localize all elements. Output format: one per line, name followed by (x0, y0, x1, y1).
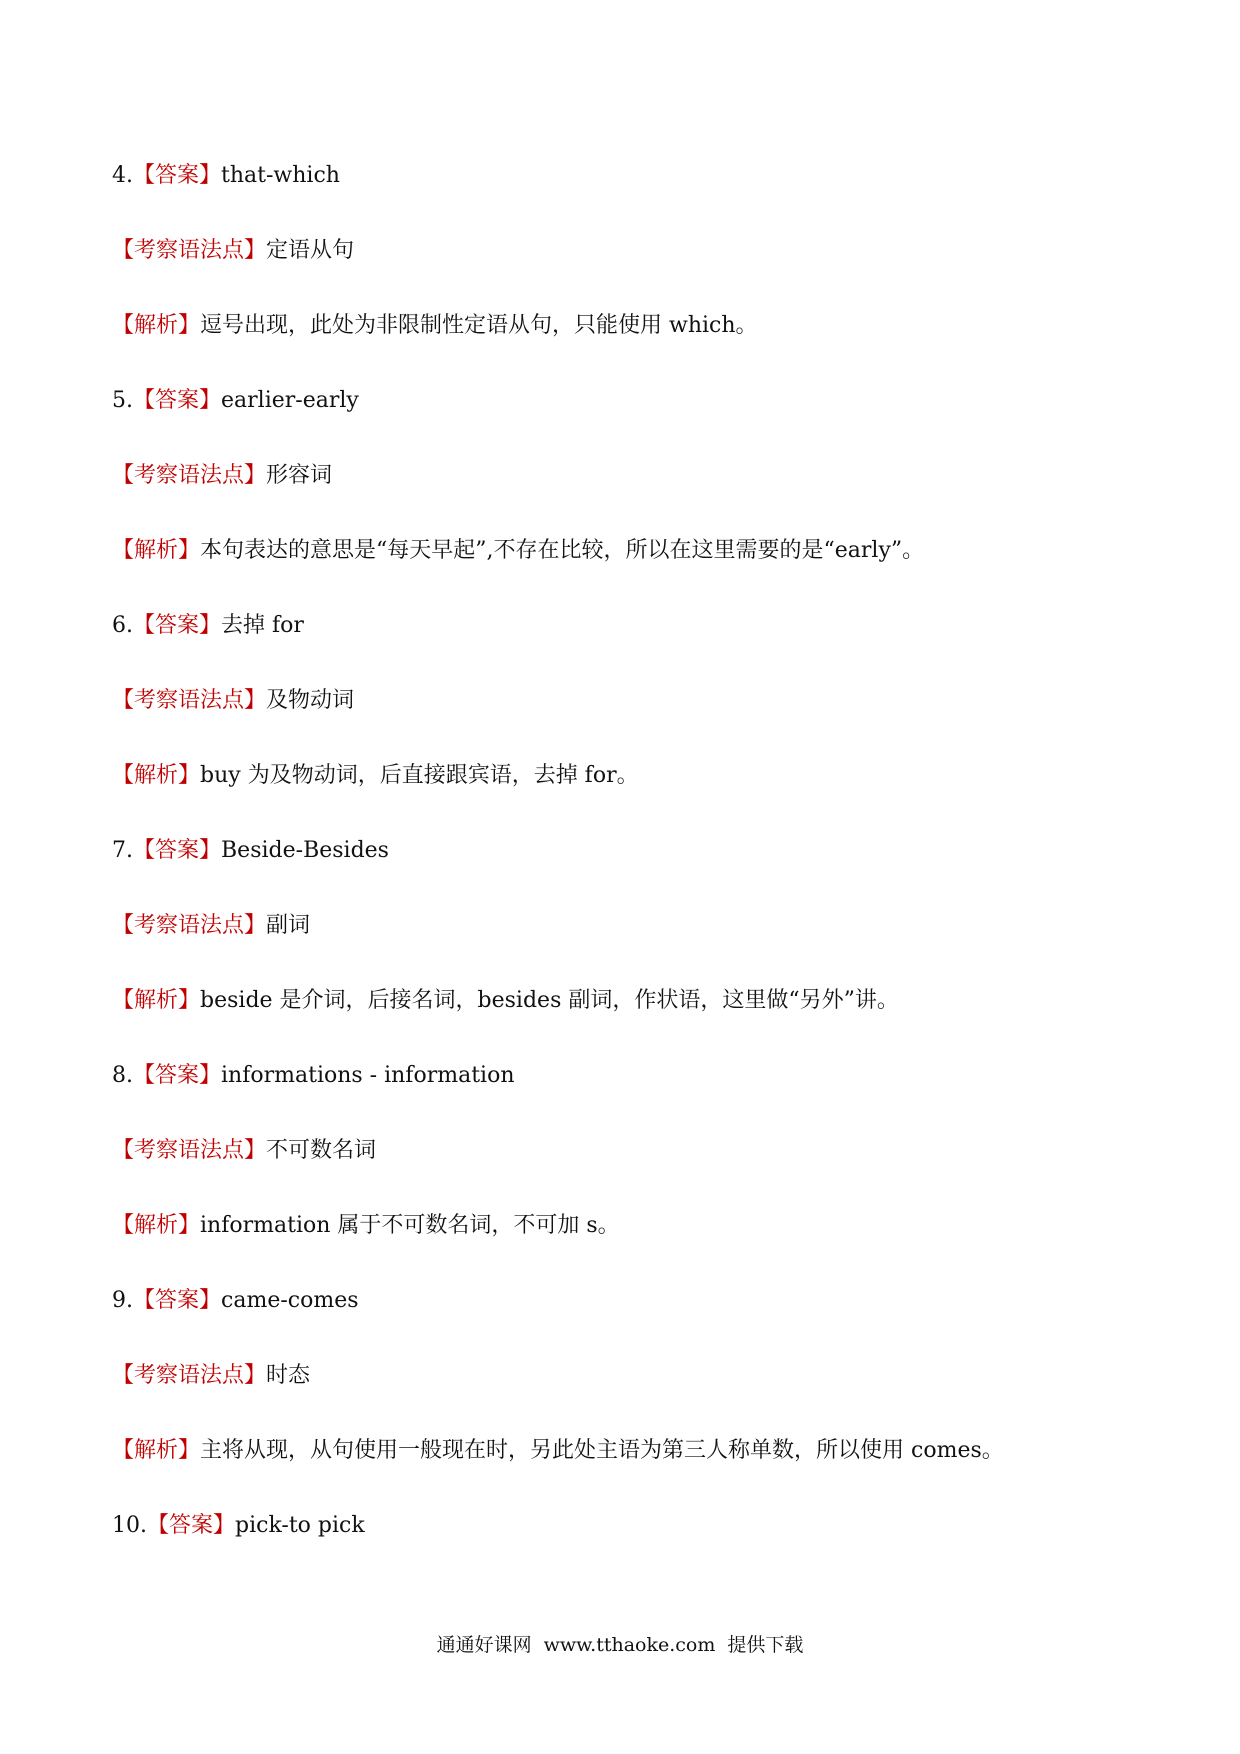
grammar-value: 定语从句 (266, 238, 355, 263)
analysis-line-7 (112, 986, 899, 1016)
page-footer (0, 1632, 1240, 1658)
grammar-label: 【考察语法点】 (112, 688, 267, 713)
analysis-value: beside 是介词，后接名词，besides 副词，作状语，这里做“另外”讲。 (200, 988, 899, 1013)
grammar-line-9 (112, 1361, 310, 1391)
answer-label: 【答案】 (133, 163, 222, 188)
item-number: 8. (112, 1063, 133, 1088)
footer-suffix: 提供下载 (727, 1634, 804, 1656)
grammar-value: 时态 (266, 1363, 311, 1388)
analysis-value: buy 为及物动词，后直接跟宾语，去掉 for。 (200, 763, 639, 788)
answer-label: 【答案】 (133, 388, 222, 413)
analysis-line-6 (112, 761, 639, 791)
answer-value: Beside-Besides (221, 838, 389, 863)
answer-value: that-which (221, 163, 340, 188)
grammar-value: 副词 (266, 913, 311, 938)
answer-line-5 (112, 386, 359, 416)
analysis-line-9 (112, 1436, 1004, 1466)
footer-site-name: 通通好课网 (436, 1634, 532, 1656)
grammar-line-7 (112, 911, 310, 941)
grammar-label: 【考察语法点】 (112, 913, 267, 938)
answer-label: 【答案】 (133, 838, 222, 863)
grammar-line-4 (112, 236, 354, 266)
answer-line-10 (112, 1511, 365, 1541)
answer-value: pick-to pick (235, 1513, 365, 1538)
analysis-value: 主将从现，从句使用一般现在时，另此处主语为第三人称单数，所以使用 comes。 (200, 1438, 1004, 1463)
item-number: 9. (112, 1288, 133, 1313)
analysis-label: 【解析】 (112, 1438, 201, 1463)
answer-value: 去掉 for (221, 613, 304, 638)
grammar-line-5 (112, 461, 332, 491)
item-number: 5. (112, 388, 133, 413)
analysis-label: 【解析】 (112, 988, 201, 1013)
answer-line-4 (112, 161, 340, 191)
analysis-label: 【解析】 (112, 1213, 201, 1238)
grammar-line-8 (112, 1136, 376, 1166)
analysis-label: 【解析】 (112, 538, 201, 563)
answer-value: informations - information (221, 1063, 515, 1088)
grammar-value: 形容词 (266, 463, 333, 488)
grammar-label: 【考察语法点】 (112, 463, 267, 488)
item-number: 4. (112, 163, 133, 188)
grammar-label: 【考察语法点】 (112, 1138, 267, 1163)
analysis-value: 逗号出现，此处为非限制性定语从句，只能使用 which。 (200, 313, 758, 338)
item-number: 6. (112, 613, 133, 638)
grammar-label: 【考察语法点】 (112, 1363, 267, 1388)
analysis-label: 【解析】 (112, 313, 201, 338)
answer-label: 【答案】 (147, 1513, 236, 1538)
item-number: 7. (112, 838, 133, 863)
analysis-label: 【解析】 (112, 763, 201, 788)
item-number: 10. (112, 1513, 147, 1538)
analysis-line-4 (112, 311, 758, 341)
footer-url[interactable]: www.tthaoke.com (543, 1634, 716, 1656)
grammar-value: 及物动词 (266, 688, 355, 713)
answer-value: came-comes (221, 1288, 359, 1313)
answer-value: earlier-early (221, 388, 359, 413)
grammar-value: 不可数名词 (266, 1138, 377, 1163)
analysis-line-8 (112, 1211, 620, 1241)
answer-line-7 (112, 836, 389, 866)
answer-label: 【答案】 (133, 1288, 222, 1313)
answer-line-9 (112, 1286, 359, 1316)
answer-line-6 (112, 611, 304, 641)
grammar-line-6 (112, 686, 354, 716)
answer-label: 【答案】 (133, 1063, 222, 1088)
analysis-value: 本句表达的意思是“每天早起”,不存在比较，所以在这里需要的是“early”。 (200, 538, 925, 563)
answer-line-8 (112, 1061, 514, 1091)
answer-label: 【答案】 (133, 613, 222, 638)
grammar-label: 【考察语法点】 (112, 238, 267, 263)
analysis-line-5 (112, 536, 924, 566)
analysis-value: information 属于不可数名词，不可加 s。 (200, 1213, 620, 1238)
